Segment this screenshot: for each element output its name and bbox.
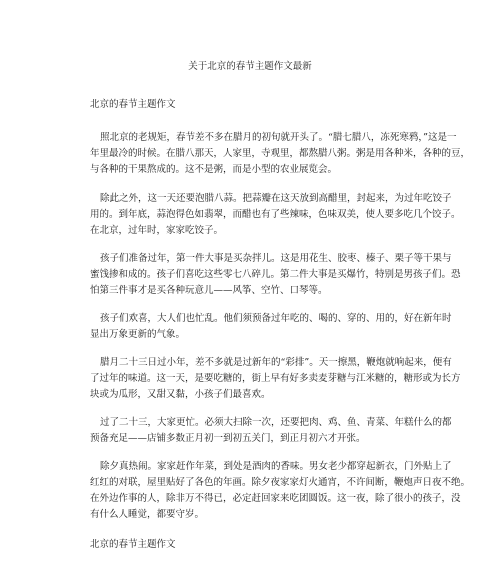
section-heading: 北京的春节主题作文 xyxy=(90,99,176,110)
paragraph-line: 在外边作事的人，除非万不得已，必定赶回家来吃团圆饭。这一夜，除了很小的孩子，没 xyxy=(90,493,461,504)
paragraph-line: 孩子们准备过年，第一件大事是买杂拌儿。这是用花生、胶枣、榛子、栗子等干果与 xyxy=(100,253,452,264)
paragraph-3 xyxy=(90,251,461,299)
paragraph-line: 除夕真热闹。家家赶作年菜，到处是酒肉的香味。男女老少都穿起新衣，门外贴上了 xyxy=(100,461,452,472)
section-heading: 北京的春节主题作文 xyxy=(90,539,176,550)
paragraph-line: 过了二十三，大家更忙。必须大扫除一次，还要把肉、鸡、鱼、青菜、年糕什么的都 xyxy=(100,417,452,428)
document-title: 关于北京的春节主题作文最新 xyxy=(188,61,312,72)
paragraph-5 xyxy=(90,355,461,403)
paragraph-line: 腊月二十三日过小年，差不多就是过新年的“彩排”。天一擦黑，鞭炮就响起来，便有 xyxy=(100,357,452,368)
paragraph-line: 红红的对联，屋里贴好了各色的年画。除夕夜家家灯火通宵，不许间断，鞭炮声日夜不绝。 xyxy=(90,477,471,488)
paragraph-line: 年里最冷的时候。在腊八那天，人家里，寺观里，都熬腊八粥。粥是用各种米，各种的豆， xyxy=(90,148,471,159)
paragraph-line: 与各种的干果熬成的。这不是粥，而是小型的农业展览会。 xyxy=(90,164,338,175)
paragraph-line: 有什么人睡觉，都要守岁。 xyxy=(90,509,205,520)
paragraph-line: 蜜饯掺和成的。孩子们喜吃这些零七八碎儿。第二件大事是买爆竹，特别是男孩子们。恐 xyxy=(90,269,461,280)
paragraph-line: 预备充足——店铺多数正月初一到初五关门，到正月初六才开张。 xyxy=(90,433,366,444)
paragraph-line: 在北京，过年时，家家吃饺子。 xyxy=(90,225,224,236)
paragraph-2 xyxy=(90,191,461,239)
paragraph-1 xyxy=(90,130,471,178)
paragraph-7 xyxy=(90,459,471,523)
paragraph-4 xyxy=(90,311,452,343)
paragraph-6 xyxy=(90,415,452,447)
paragraph-line: 照北京的老规矩，春节差不多在腊月的初旬就开头了。“腊七腊八，冻死寒鸦，”这是一 xyxy=(100,132,457,143)
paragraph-line: 除此之外，这一天还要泡腊八蒜。把蒜瓣在这天放到高醋里，封起来，为过年吃饺子 xyxy=(100,193,452,204)
paragraph-line: 了过年的味道。这一天，是要吃糖的，街上早有好多卖麦芽糖与江米糖的，糖形或为长方 xyxy=(90,373,461,384)
paragraph-line: 块或为瓜形，又甜又黏，小孩子们最喜欢。 xyxy=(90,389,271,400)
paragraph-line: 显出万象更新的气象。 xyxy=(90,329,186,340)
paragraph-line: 怕第三件事才是买各种玩意儿——风筝、空竹、口琴等。 xyxy=(90,285,328,296)
paragraph-line: 用的。到年底，蒜泡得色如翡翠，而醋也有了些辣味，色味双美，使人要多吃几个饺子。 xyxy=(90,209,461,220)
paragraph-line: 孩子们欢喜，大人们也忙乱。他们须预备过年吃的、喝的、穿的、用的，好在新年时 xyxy=(100,313,452,324)
